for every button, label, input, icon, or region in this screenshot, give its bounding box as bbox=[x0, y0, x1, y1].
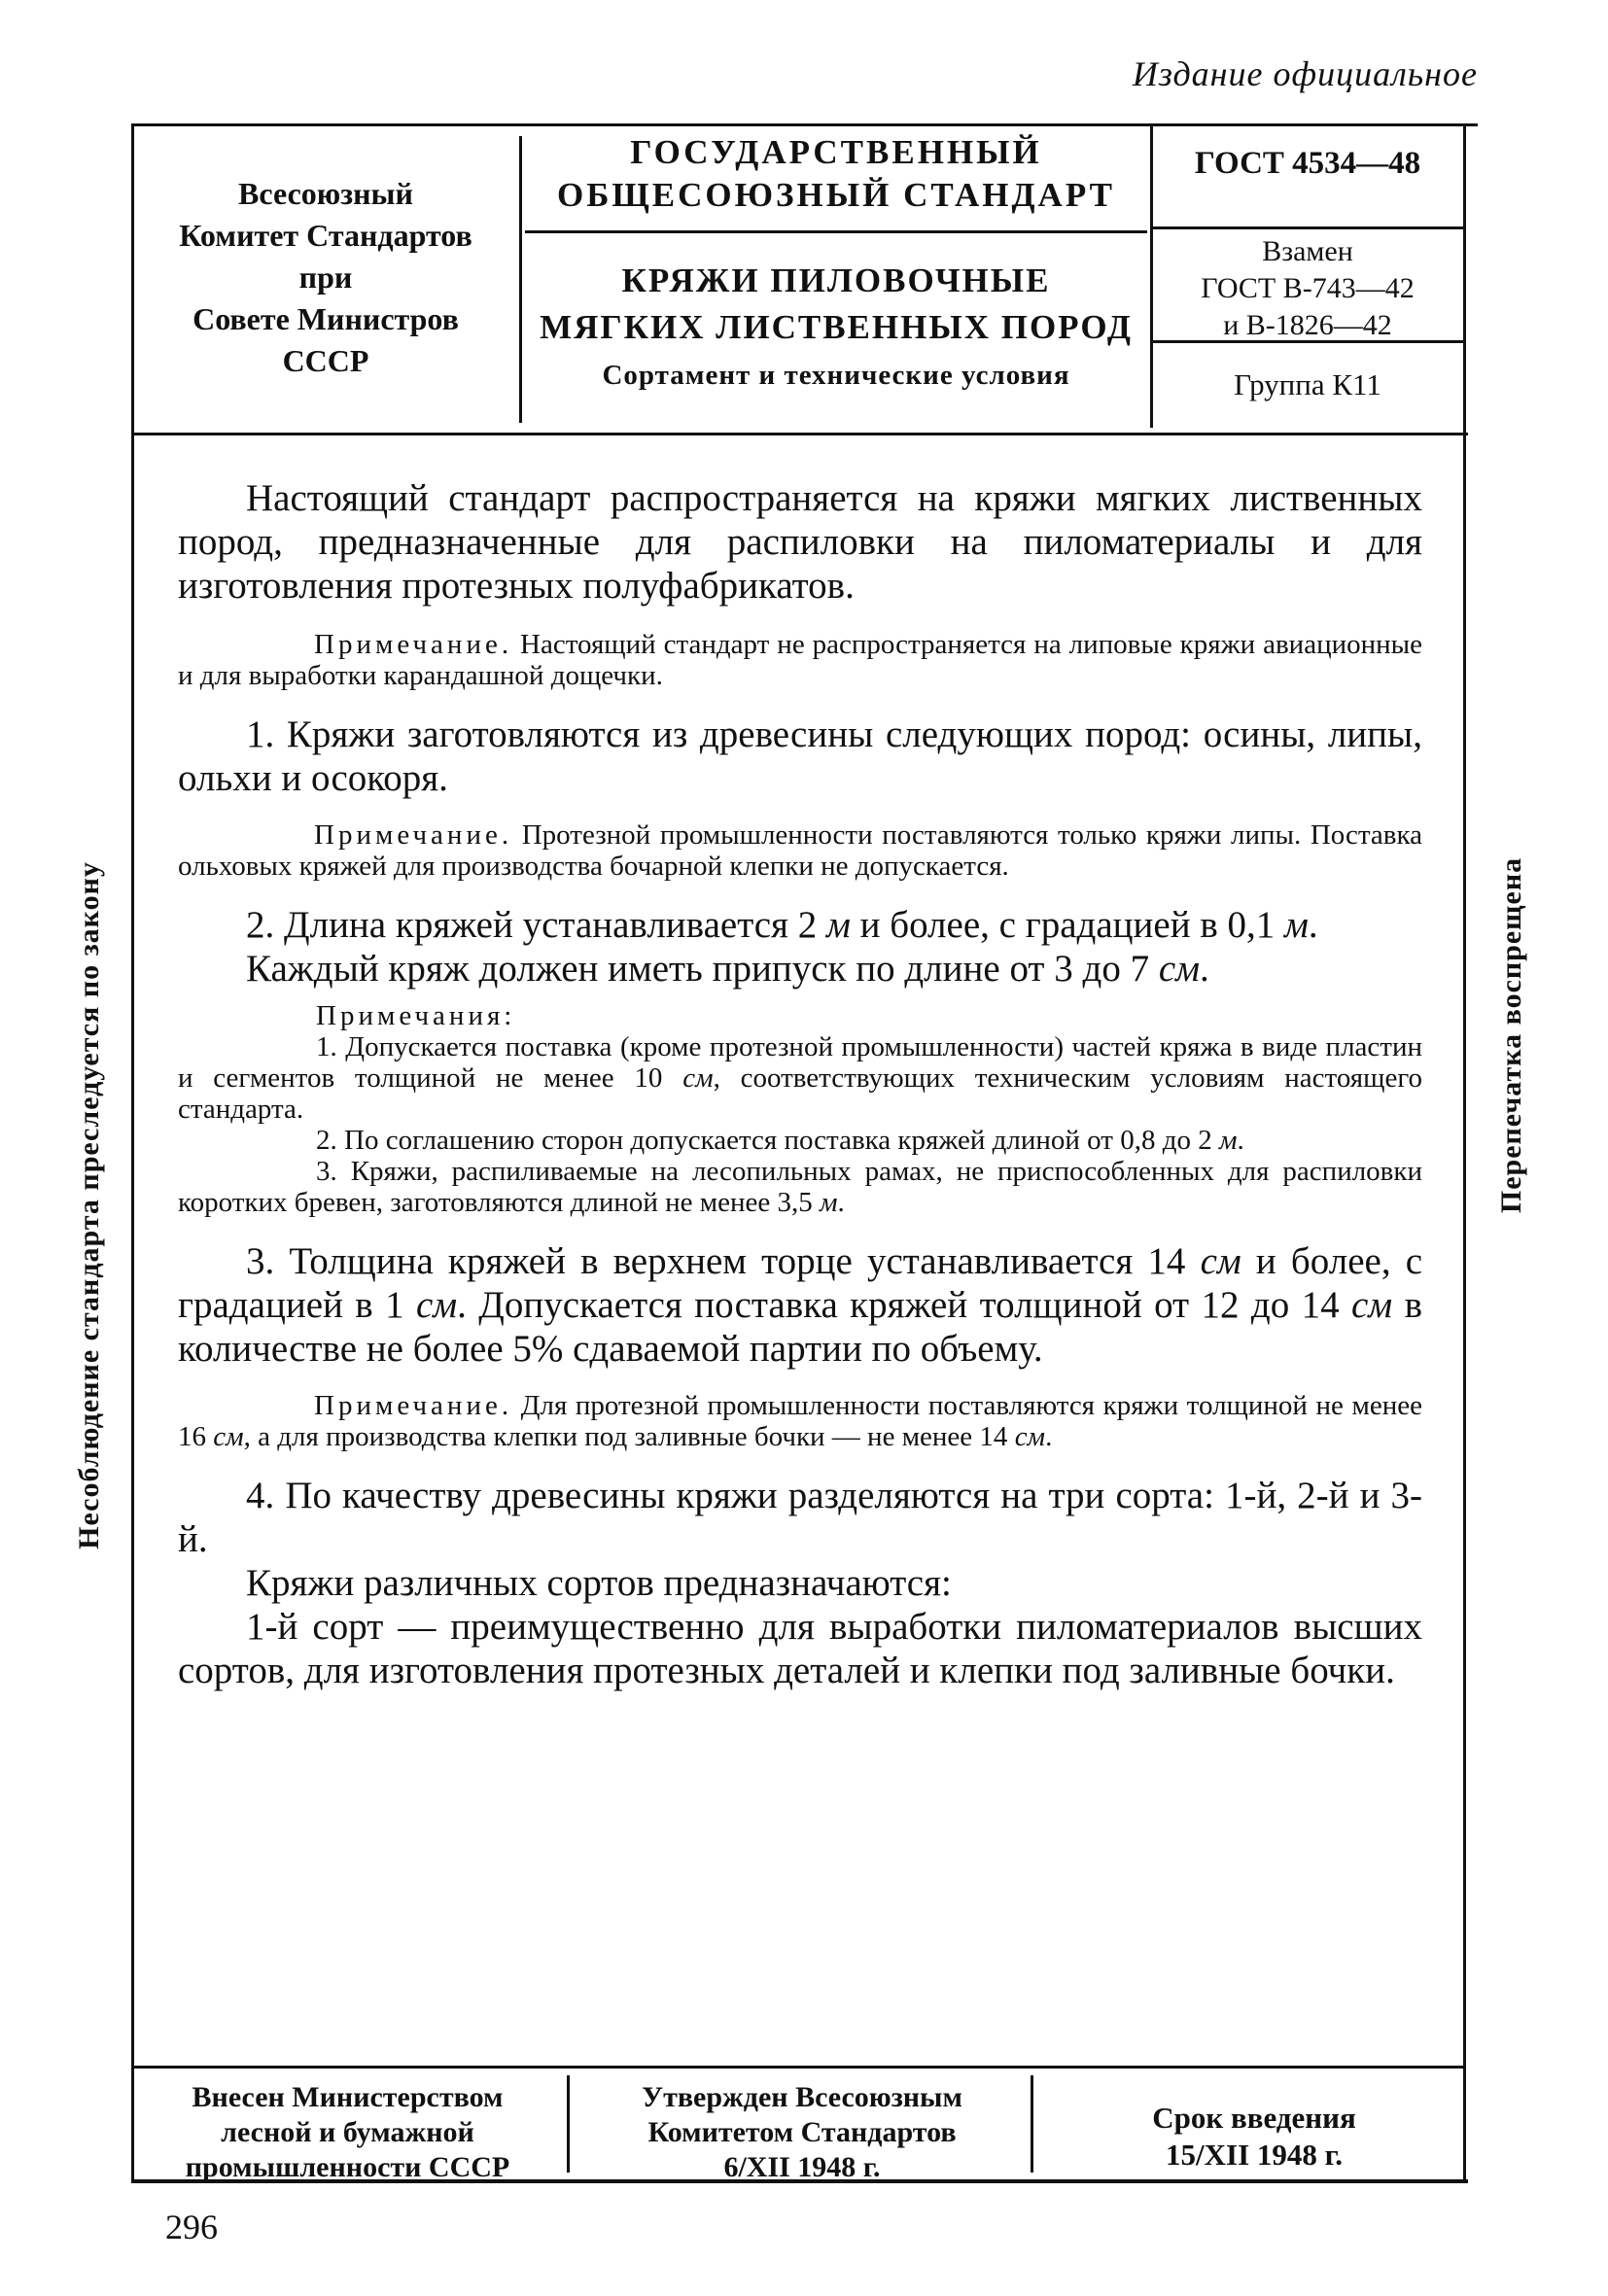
standard-subtitle: Сортамент и технические условия bbox=[602, 360, 1070, 391]
p2b-text: Каждый кряж должен иметь припуск по длине от 3 до 7 bbox=[246, 948, 1150, 990]
paragraph-2 bbox=[178, 903, 1422, 947]
note-text: 1. Допускается поставка (кроме протезной промышленности) частей кряжа в виде пластин и сегментов толщиной не менее 10 bbox=[178, 1031, 1422, 1094]
org-line: Всесоюзный bbox=[238, 176, 413, 211]
footer-left-rule bbox=[131, 2066, 134, 2182]
footer-line: промышленности СССР bbox=[185, 2151, 510, 2183]
introduced-by bbox=[136, 2080, 559, 2185]
p3-text: в количестве не более 5% сдаваемой партии по объему. bbox=[178, 1284, 1423, 1370]
intro-paragraph: Настоящий стандарт распространяется на кряжи мягких лиственных пород, предназначенные для распиловки на пиломатериалы и для изготовления протезных полуфабрикатов. bbox=[178, 477, 1422, 607]
p2-text: . bbox=[1308, 904, 1318, 946]
header-top-rule bbox=[131, 123, 1478, 126]
header-bottom-rule bbox=[131, 433, 1468, 435]
note-text: . bbox=[837, 1187, 845, 1218]
issuing-organization bbox=[136, 173, 515, 382]
note-text: , а для производства клепки под заливные бочки — не менее 14 bbox=[243, 1421, 1008, 1452]
org-line: при bbox=[298, 260, 353, 295]
note-label: Примечание. bbox=[314, 1390, 513, 1421]
header-left-rule bbox=[131, 123, 134, 435]
unit: м bbox=[1218, 1125, 1238, 1156]
note-0 bbox=[178, 629, 1422, 691]
note-text: 3. Кряжи, распиливаемые на лесопильных рамах, не приспособленных для распиловки коротких бревен, заготовляются длиной не менее 3,5 bbox=[178, 1156, 1422, 1218]
note-2-2 bbox=[178, 1125, 1422, 1156]
unit: см bbox=[213, 1421, 244, 1452]
p2-text: 2. Длина кряжей устанавливается 2 bbox=[246, 904, 818, 946]
state-line: ГОСУДАРСТВЕННЫЙ bbox=[630, 133, 1042, 171]
p3-text: и более, с градацией в 1 bbox=[178, 1240, 1423, 1326]
group-code: Группа К11 bbox=[1234, 367, 1381, 401]
note-text: 2. По соглашению сторон допускается поставка кряжей длиной от 0,8 до 2 bbox=[316, 1125, 1212, 1156]
note-text: , соответствующих техническим условиям настоящего стандарта. bbox=[178, 1062, 1422, 1125]
footer-top-rule bbox=[131, 2066, 1466, 2069]
unit: см bbox=[1014, 1421, 1046, 1452]
document-body bbox=[178, 476, 1422, 1692]
notes-2-label: Примечания: bbox=[316, 1000, 516, 1031]
note-2-1 bbox=[178, 1031, 1422, 1125]
replaces-line: ГОСТ В-743—42 bbox=[1201, 272, 1415, 304]
footer-line: 6/XII 1948 г. bbox=[723, 2151, 881, 2183]
org-line: Комитет Стандартов bbox=[179, 218, 472, 253]
title-line: КРЯЖИ ПИЛОВОЧНЫЕ bbox=[621, 261, 1051, 299]
standard-type bbox=[525, 131, 1147, 217]
paragraph-2b bbox=[178, 947, 1422, 991]
note-text: Протезной промышленности поставляются только кряжи липы. Поставка ольховых кряжей для производства бочарной клепки не допускается. bbox=[178, 819, 1423, 882]
footer-line: 15/XII 1948 г. bbox=[1166, 2138, 1343, 2172]
paragraph-4c: 1-й сорт — преимущественно для выработки пиломатериалов высших сортов, для изготовления протезных деталей и клепки под заливные бочки. bbox=[178, 1606, 1422, 1691]
header-title-rule bbox=[525, 230, 1147, 233]
side-note-right: Перепечатка воспрещена bbox=[1495, 856, 1527, 1214]
note-2-3 bbox=[178, 1156, 1422, 1218]
edition-label: Издание официальное bbox=[1132, 54, 1478, 93]
effective-date bbox=[1040, 2100, 1468, 2174]
paragraph-4b: Кряжи различных сортов предназначаются: bbox=[246, 1562, 952, 1604]
note-label: Примечание. bbox=[314, 629, 513, 660]
header-divider-2 bbox=[1150, 126, 1153, 428]
note-3 bbox=[178, 1390, 1422, 1452]
unit: см bbox=[415, 1284, 458, 1326]
replaces-info bbox=[1157, 233, 1458, 344]
approved-by bbox=[583, 2080, 1021, 2185]
paragraph-3 bbox=[178, 1239, 1422, 1371]
unit: м bbox=[820, 1187, 838, 1218]
unit: м bbox=[1284, 904, 1309, 946]
unit: см bbox=[1351, 1284, 1393, 1326]
standard-title bbox=[525, 258, 1147, 351]
footer-line: Утвержден Всесоюзным bbox=[642, 2081, 962, 2113]
footer-divider-1 bbox=[567, 2075, 570, 2173]
p2b-text: . bbox=[1200, 948, 1209, 990]
p3-text: 3. Толщина кряжей в верхнем торце устанавливается 14 bbox=[246, 1240, 1186, 1282]
replaces-line: и В-1826—42 bbox=[1223, 309, 1392, 341]
paragraph-1: 1. Кряжи заготовляются из древесины следующих пород: осины, липы, ольхи и осокоря. bbox=[178, 713, 1422, 799]
footer-line: Срок введения bbox=[1152, 2101, 1356, 2135]
footer-divider-2 bbox=[1031, 2075, 1033, 2173]
note-text: Для протезной промышленности поставляются кряжи толщиной не менее 16 bbox=[178, 1390, 1422, 1452]
unit: см bbox=[1158, 948, 1201, 990]
body-right-rule bbox=[1463, 433, 1466, 2066]
state-line: ОБЩЕСОЮЗНЫЙ СТАНДАРТ bbox=[557, 176, 1115, 214]
body-left-rule bbox=[131, 433, 134, 2066]
header-gost-rule bbox=[1153, 226, 1463, 229]
p3-text: . Допускается поставка кряжей толщиной от 12 до 14 bbox=[457, 1284, 1340, 1326]
unit: м bbox=[825, 904, 851, 946]
note-text: . bbox=[1237, 1125, 1244, 1156]
org-line: СССР bbox=[282, 343, 369, 378]
footer-line: лесной и бумажной bbox=[221, 2116, 474, 2148]
replaces-line: Взамен bbox=[1262, 235, 1353, 267]
side-note-left: Несоблюдение стандарта преследуется по закону bbox=[73, 861, 105, 1549]
footer-line: Внесен Министерством bbox=[192, 2081, 504, 2113]
note-text: Настоящий стандарт не распространяется на липовые кряжи авиационные и для выработки карандашной дощечки. bbox=[178, 629, 1422, 691]
footer-line: Комитетом Стандартов bbox=[647, 2116, 957, 2148]
header-divider-1 bbox=[519, 136, 522, 423]
note-label: Примечание. bbox=[314, 819, 513, 851]
unit: см bbox=[1200, 1240, 1241, 1282]
title-line: МЯГКИХ ЛИСТВЕННЫХ ПОРОД bbox=[540, 308, 1133, 346]
unit: см bbox=[682, 1062, 714, 1094]
note-text: . bbox=[1045, 1421, 1053, 1452]
header-right-rule bbox=[1463, 126, 1466, 433]
org-line: Совете Министров bbox=[192, 301, 459, 336]
page-number: 296 bbox=[165, 2208, 218, 2246]
p2-text: и более, с градацией в 0,1 bbox=[859, 904, 1276, 946]
paragraph-4: 4. По качеству древесины кряжи разделяются на три сорта: 1-й, 2-й и 3-й. bbox=[178, 1475, 1422, 1560]
note-1 bbox=[178, 819, 1422, 882]
gost-number: ГОСТ 4534—48 bbox=[1194, 146, 1421, 181]
